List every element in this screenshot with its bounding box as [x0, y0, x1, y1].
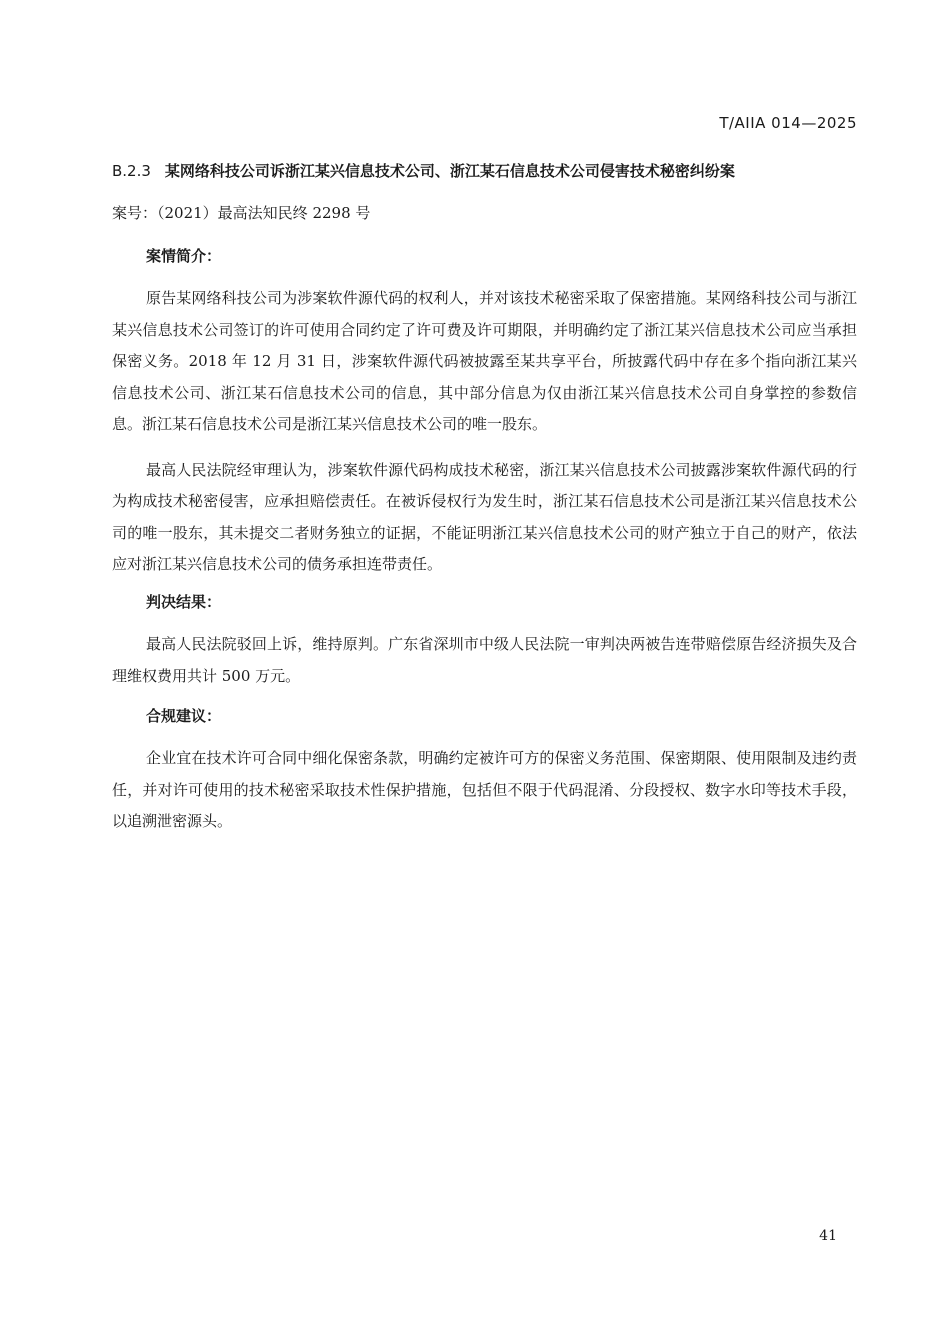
compliance-advice-heading: 合规建议：: [146, 707, 222, 725]
judgment-section: [112, 591, 857, 692]
section-heading: [112, 160, 857, 181]
section-number: B.2.3: [112, 162, 151, 180]
judgment-paragraph: 最高人民法院驳回上诉，维持原判。广东省深圳市中级人民法院一审判决两被告连带赔偿原告经济损失及合理维权费用共计 500 万元。: [112, 635, 857, 685]
case-number: 案号：（2021）最高法知民终 2298 号: [112, 204, 371, 222]
case-summary-heading: 案情简介：: [146, 247, 222, 265]
case-summary-paragraph-1: 原告某网络科技公司为涉案软件源代码的权利人，并对该技术秘密采取了保密措施。某网络科技公司与浙江某兴信息技术公司签订的许可使用合同约定了许可费及许可期限，并明确约定了浙江某兴信息技术公司应当承担保密义务。2018 年 12 月 31 日，涉案软件源代码被披露至某共享平台，所披露代码中存在多个指向浙江某兴信息技术公司、浙江某石信息技术公司的信息，其中部分信息为仅由浙江某兴信息技术公司自身掌控的参数信息。浙江某石信息技术公司是浙江某兴信息技术公司的唯一股东。: [112, 289, 857, 433]
case-summary-paragraph-2: 最高人民法院经审理认为，涉案软件源代码构成技术秘密，浙江某兴信息技术公司披露涉案软件源代码的行为构成技术秘密侵害，应承担赔偿责任。在被诉侵权行为发生时，浙江某石信息技术公司是浙江某兴信息技术公司的唯一股东，其未提交二者财务独立的证据，不能证明浙江某兴信息技术公司的财产独立于自己的财产，依法应对浙江某兴信息技术公司的债务承担连带责任。: [112, 460, 857, 573]
compliance-advice-paragraph: 企业宜在技术许可合同中细化保密条款，明确约定被许可方的保密义务范围、保密期限、使用限制及违约责任，并对许可使用的技术秘密采取技术性保护措施，包括但不限于代码混淆、分段授权、数字水印等技术手段，以追溯泄密源头。: [112, 749, 857, 830]
page-number: 41: [819, 1228, 837, 1244]
document-code: T/AIIA 014—2025: [719, 114, 857, 132]
case-summary-section: [112, 245, 857, 581]
judgment-heading: 判决结果：: [146, 593, 222, 611]
compliance-advice-section: [112, 705, 857, 838]
section-title: 某网络科技公司诉浙江某兴信息技术公司、浙江某石信息技术公司侵害技术秘密纠纷案: [164, 162, 735, 180]
